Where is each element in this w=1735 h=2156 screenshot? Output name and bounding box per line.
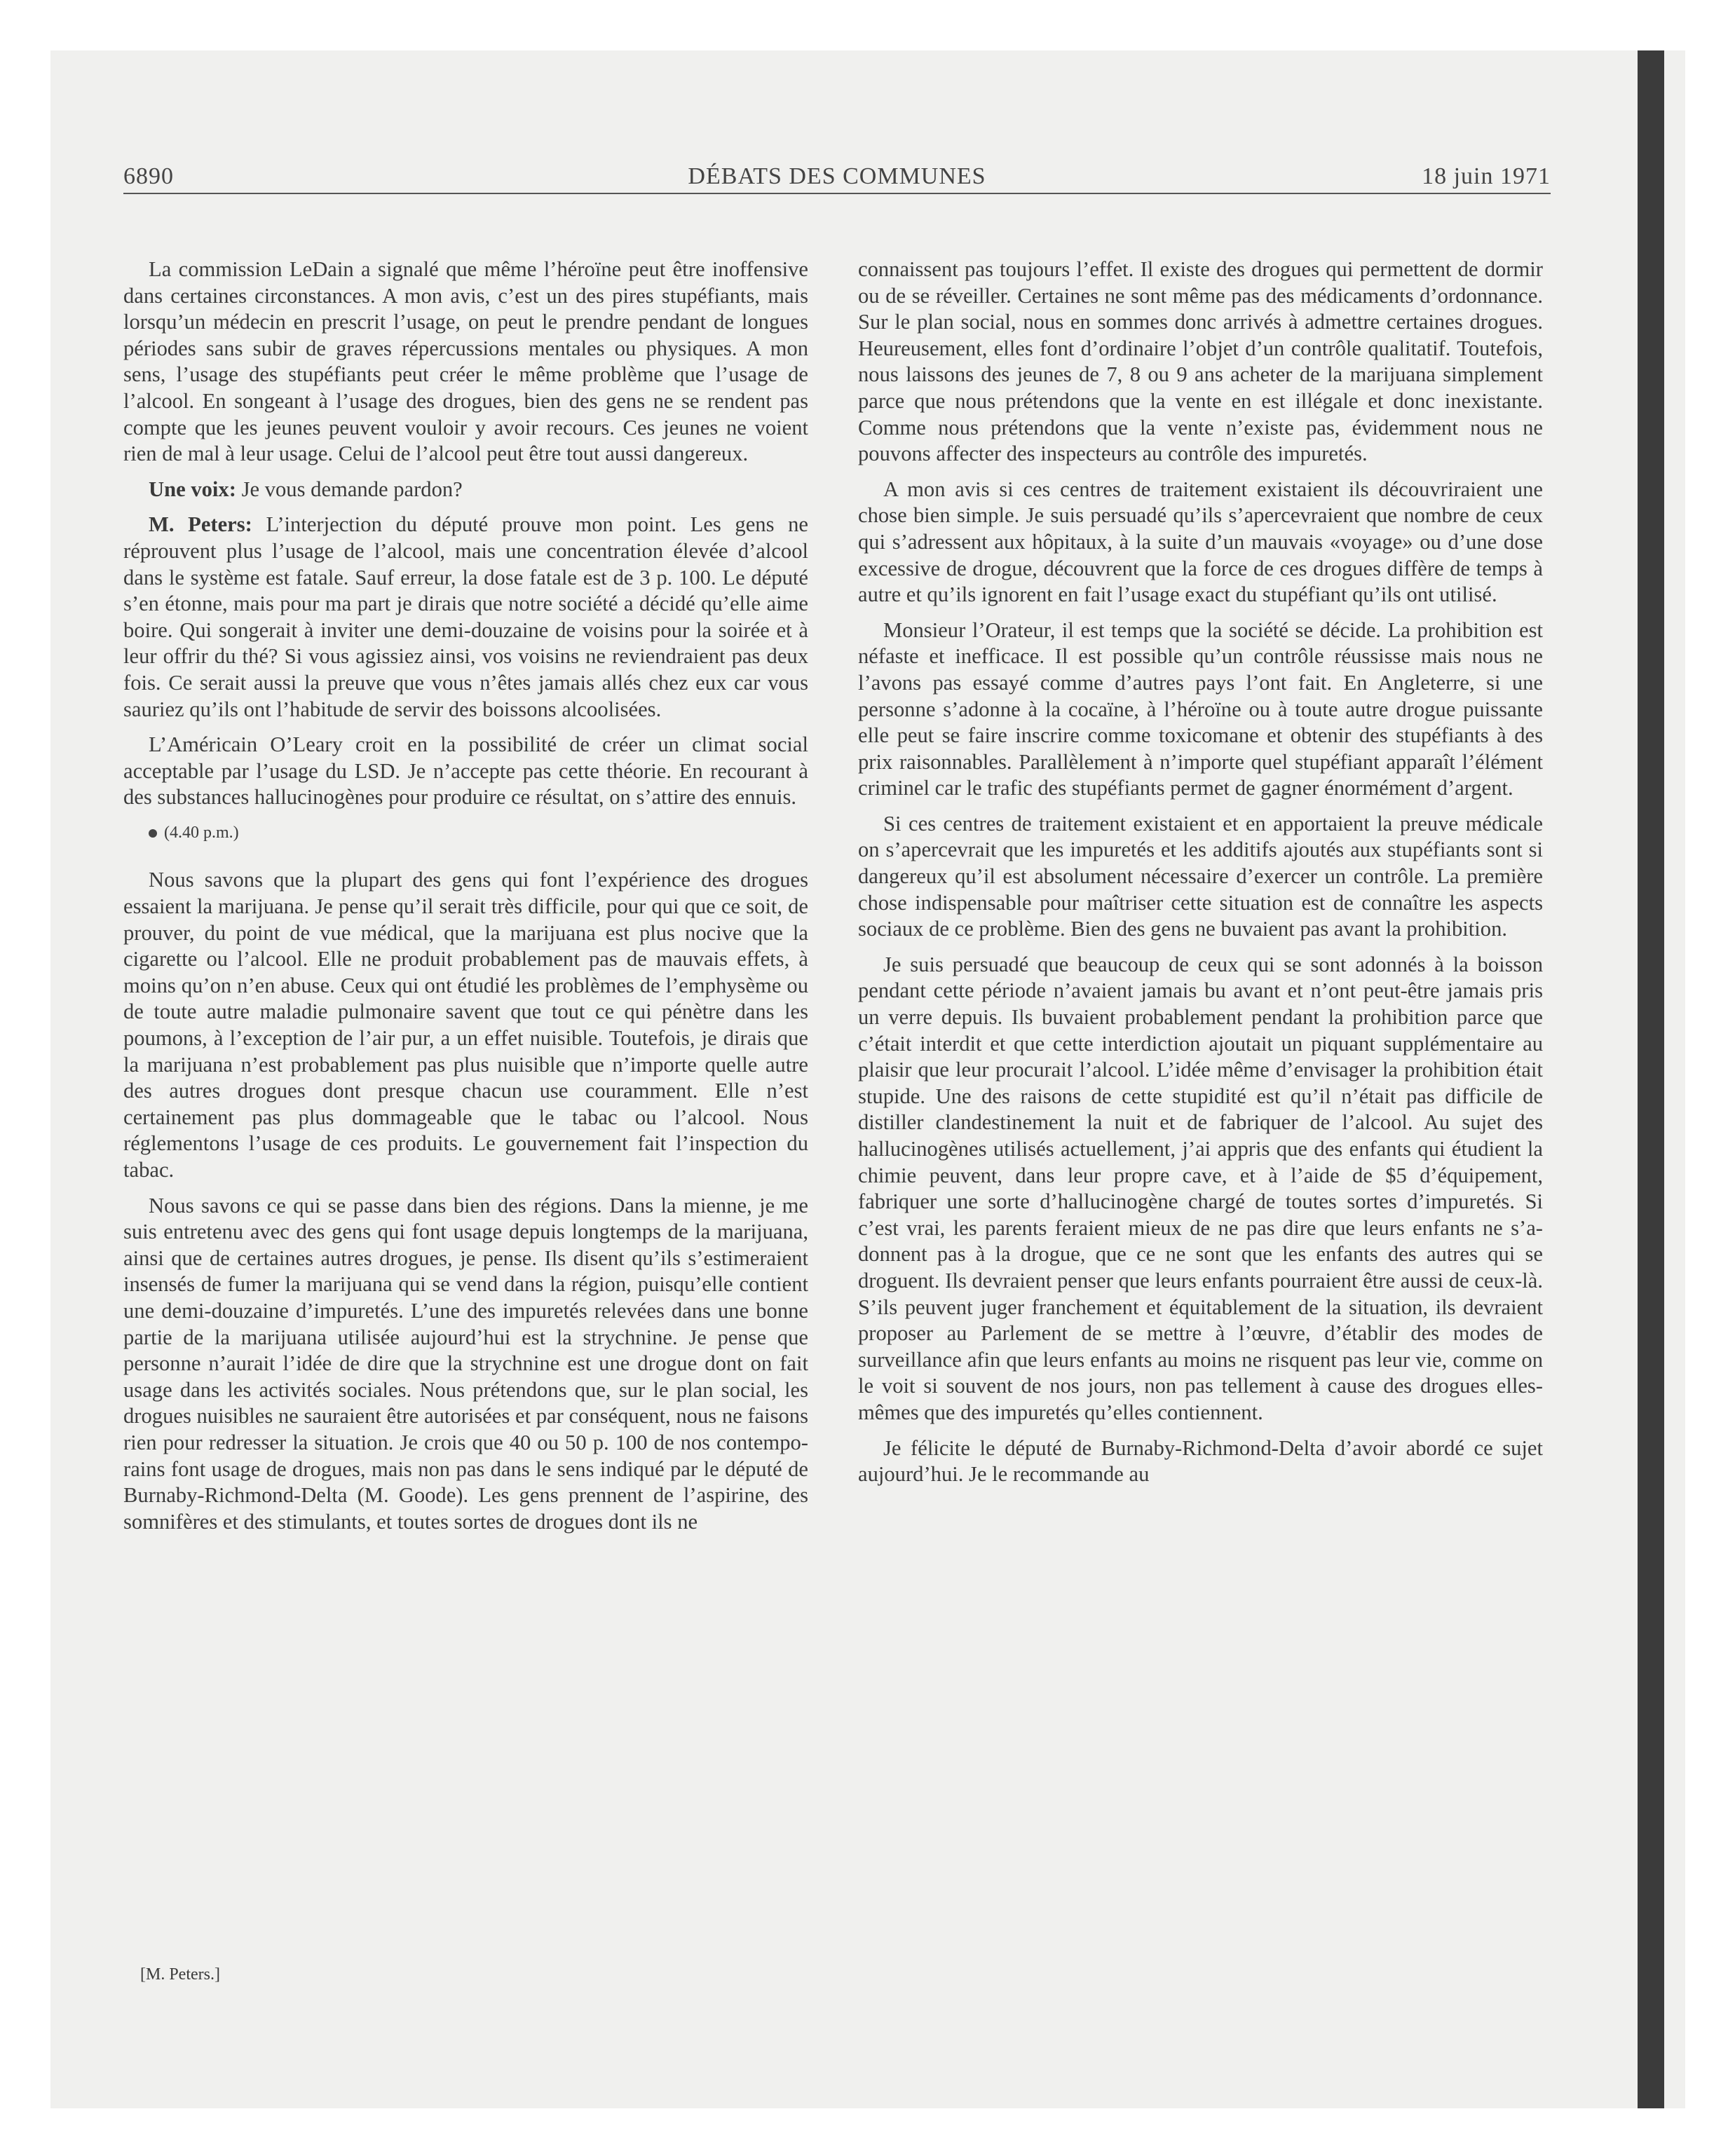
paragraph bbox=[123, 512, 808, 723]
page-title: DÉBATS DES COMMUNES bbox=[688, 163, 986, 189]
timestamp-text: (4.40 p.m.) bbox=[164, 823, 239, 842]
paragraph: La commission LeDain a signalé que même l’héroïne peut être inoffensive dans certaines circonstances. A mon avis, c’est un des pires stupéfiants, mais lorsqu’un médecin en prescrit l’usage, on peut le prendre pendant de longues périodes sans subir de graves répercussions mentales ou physiques. A mon sens, l’usage des stupéfiants peut créer le même problème que l’usage de l’alcool. En songeant à l’usage des drogues, bien des gens ne se rendent pas compte que les jeunes peuvent vouloir y avoir recours. Ces jeunes ne voient rien de mal à leur usage. Celui de l’alcool peut être tout aussi dangereux. bbox=[123, 257, 808, 466]
left-column bbox=[123, 257, 808, 1544]
scan-edge-shadow bbox=[1638, 50, 1664, 2108]
paragraph: Si ces centres de traitement existaient et en apportaient la preuve médicale on s’apercevrait que les impuretés et les additifs ajoutés aux stupéfiants sont si dangereux qu’il est absolument nécessaire d’exercer un contrôle. La première chose indispensable pour maîtriser cette situation est de connaître les aspects sociaux de ce problème. Bien des gens ne buvaient pas avant la prohibition. bbox=[858, 811, 1543, 941]
paragraph: Monsieur l’Orateur, il est temps que la société se décide. La prohibition est néfaste et inefficace. Il est possible qu’un contrôle réussisse mais nous ne l’avons pas essayé comme d’autres pays l’ont fait. En Angleterre, si une personne s’adonne à la cocaïne, à l’héroïne ou à toute autre drogue puissante elle peut se faire inscrire comme toxicomane et obtenir des stupéfiants à des prix raisonnables. Parallèlement à n’importe quel stupéfiant apparaît l’élément criminel car le trafic des stupéfiants permet de gagner énormément d’argent. bbox=[858, 618, 1543, 800]
footer-speaker: [M. Peters.] bbox=[140, 1965, 220, 1984]
paragraph: L’Américain O’Leary croit en la possibilité de créer un climat social acceptable par l’usage du LSD. Je n’accepte pas cette théorie. En recourant à des substances hallucinogènes pour produire ce résultat, on s’attire des ennuis. bbox=[123, 732, 808, 810]
speech-text: Je vous demande pardon? bbox=[236, 477, 463, 501]
speech-text: L’interjection du député prouve mon point. Les gens ne réprouvent plus l’usage de l’alcool, mais une concentration élevée d’alcool dans le système est fatale. Sauf erreur, la dose fatale est de 3 p. 100. Le député s’en étonne, mais pour ma part je dirais que notre société a décidé qu’elle aime boire. Qui songerait à inviter une demi-douzaine de voisins pour la soirée et à leur offrir du thé? Si vous agissiez ainsi, vos voisins ne reviendraient pas deux fois. Ce serait aussi la preuve que vous n’êtes jamais allés chez eux car vous sauriez qu’ils ont l’habitude de servir des boissons alcoolisées. bbox=[123, 512, 808, 721]
paragraph: A mon avis si ces centres de traitement existaient ils découvriraient une chose bien simple. Je suis persuadé qu’ils s’apercevraient que nombre de ceux qui s’adressent aux hôpitaux, à la suite d’un mauvais «voyage» ou d’une dose excessive de drogue, découvrent que la force de ces drogues diffère de temps à autre et qu’ils ignorent en fait l’usage exact du stupéfiant qu’ils ont utilisé. bbox=[858, 477, 1543, 607]
bullet-icon bbox=[149, 829, 157, 838]
page-header bbox=[123, 158, 1551, 194]
paragraph: Je félicite le député de Burnaby-Richmond-Delta d’avoir abordé ce sujet aujourd’hui. Je le recommande au bbox=[858, 1435, 1543, 1487]
paragraph bbox=[123, 477, 808, 503]
paragraph: Je suis persuadé que beaucoup de ceux qui se sont adonnés à la boisson pendant cette période n’avaient jamais bu avant et n’ont peut-être jamais pris un verre depuis. Ils buvaient probablement pendant la prohibition parce que c’était interdit et que cette interdiction ajoutait un piquant supplémentaire au plaisir que leur procurait l’alcool. L’idée même d’envisager la prohibition était stupide. Une des raisons de cette stupidité est qu’il n’était pas difficile de distiller clandestinement la nuit et de fabriquer de l’alcool. Au sujet des hallucinogènes utilisés actuellement, j’ai appris que des enfants qui étudient la chimie peuvent, dans leur propre cave, et à l’aide de $5 d’équipement, fabriquer une sorte d’hallucinogène chargé de toutes sortes d’impuretés. Si c’est vrai, les parents feraient mieux de ne pas dire que leurs enfants ne s’adonnent pas à la drogue, que ce ne sont que les enfants des autres qui se droguent. Ils devraient penser que leurs enfants pourraient être aussi de ceux-là. S’ils peuvent juger franchement et équitablement de la situation, ils devraient proposer au Parlement de se mettre à l’œuvre, d’établir des modes de surveillance afin que leurs enfants au moins ne risquent pas leur vie, comme on le voit si souvent de nos jours, non pas tellement à cause des drogues elles-mêmes que des impuretés qu’elles contiennent. bbox=[858, 952, 1543, 1424]
page-number: 6890 bbox=[123, 163, 174, 189]
paragraph: Nous savons que la plupart des gens qui font l’expérience des drogues essaient la marijuana. Je pense qu’il serait très difficile, pour qui que ce soit, de prouver, du point de vue médical, que la marijuana est plus nocive que la cigarette ou l’alcool. Elle ne produit probablement pas de mauvais effets, à moins qu’on n’en abuse. Ceux qui ont étudié les problèmes de l’emphysème ou de toute autre maladie pulmonaire savent que tout ce qui pénètre dans les poumons, à l’exception de l’air pur, a un effet nuisible. Toutefois, je dirais que la marijuana n’est probablement pas plus nuisible que n’importe quelle autre des autres drogues dont presque chacun use couramment. Elle n’est certainement pas plus dommageable que le tabac ou l’alcool. Nous réglementons l’usage de ces produits. Le gouvernement fait l’inspection du tabac. bbox=[123, 868, 808, 1182]
timestamp bbox=[149, 820, 808, 847]
paragraph: connaissent pas toujours l’effet. Il existe des drogues qui permettent de dormir ou de se réveiller. Certaines ne sont même pas des médicaments d’ordonnance. Sur le plan social, nous en sommes donc arrivés à admettre certaines drogues. Heureusement, elles font d’ordinaire l’objet d’un contrôle qualitatif. Toutefois, nous laissons des jeunes de 7, 8 ou 9 ans acheter de la marijuana simplement parce que nous prétendons que la vente en est illégale et donc inexistante. Comme nous prétendons que la vente n’existe pas, évidemment nous ne pouvons affecter des inspecteurs au contrôle des impuretés. bbox=[858, 257, 1543, 466]
speaker-name: M. Peters: bbox=[149, 512, 252, 537]
speaker-name: Une voix: bbox=[149, 477, 236, 501]
page-date: 18 juin 1971 bbox=[1422, 163, 1551, 189]
paragraph: Nous savons ce qui se passe dans bien des régions. Dans la mienne, je me suis entretenu avec des gens qui font usage depuis longtemps de la marijuana, ainsi que de certaines autres drogues, je pense. Ils disent qu’ils s’estimeraient insensés de fumer la marijuana qui se vend dans la région, puisqu’elle contient une demi-douzaine d’impuretés. L’une des impuretés relevées dans une bonne partie de la marijuana utilisée aujourd’hui est la strychnine. Je pense que personne n’aurait l’idée de dire que la strychnine est une drogue dont on fait usage dans les activités sociales. Nous prétendons que, sur le plan social, les drogues nuisibles ne sauraient être autorisées et par conséquent, nous ne faisons rien pour redresser la situation. Je crois que 40 ou 50 p. 100 de nos contemporains font usage de drogues, mais non pas dans le sens indiqué par le député de Burnaby-Richmond-Delta (M. Goode). Les gens prennent de l’aspirine, des somnifères et des stimulants, et toutes sortes de drogues dont ils ne bbox=[123, 1193, 809, 1534]
right-column bbox=[858, 257, 1543, 1497]
